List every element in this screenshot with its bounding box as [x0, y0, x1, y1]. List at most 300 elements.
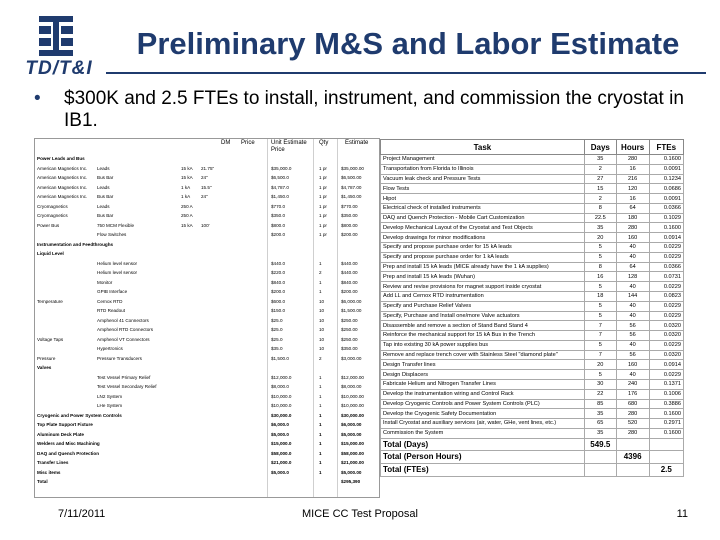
ms-cell: $200.0 — [271, 232, 286, 237]
labor-table-header — [381, 140, 684, 155]
ms-cell: Monitor — [97, 279, 113, 285]
ftes-cell: 0.0320 — [649, 321, 683, 331]
days-cell: 20 — [584, 233, 616, 243]
ms-table-row — [35, 364, 379, 372]
ms-cell: $220.0 — [271, 270, 286, 275]
ms-table-row — [35, 288, 379, 296]
ms-cell: $8,000.0 — [271, 384, 289, 389]
task-cell: Commission the System — [381, 428, 585, 438]
ms-cell: 1 — [319, 422, 322, 427]
labor-table-row — [381, 184, 684, 194]
ms-table-row — [35, 336, 379, 344]
grid-line — [313, 139, 314, 497]
ms-cell: Cernox RTD — [97, 298, 123, 304]
ms-cell: GPIB Interface — [97, 289, 128, 294]
task-cell: Design Displacers — [381, 370, 585, 380]
ms-cell: 21.75" — [201, 165, 215, 171]
hours-cell: 280 — [616, 409, 649, 419]
ftes-cell: 0.0366 — [649, 203, 683, 213]
ms-cell: Amphenol 41 Connectors — [97, 317, 149, 323]
ms-cell: 1 kA — [181, 184, 191, 190]
days-cell: 18 — [584, 291, 616, 301]
total-ftes-value: 2.5 — [649, 464, 683, 477]
header-unit-estimate: Unit Estimate — [271, 140, 307, 146]
task-cell: Design Transfer lines — [381, 360, 585, 370]
ms-table-row — [35, 412, 379, 420]
labor-table-row — [381, 340, 684, 350]
hours-cell: 520 — [616, 419, 649, 429]
ms-cell: 750 MCM Flexible — [97, 222, 135, 228]
ms-cell: $25.0 — [271, 327, 283, 332]
hours-cell: 280 — [616, 428, 649, 438]
days-cell: 20 — [584, 360, 616, 370]
ms-table-row — [35, 421, 379, 429]
ftes-cell: 0.0914 — [649, 233, 683, 243]
ms-cell: LHe System — [97, 403, 123, 408]
ms-cell: 250 A — [181, 213, 193, 218]
ms-cell: $200.0 — [271, 289, 286, 294]
task-cell: Flow Tests — [381, 184, 585, 194]
days-cell: 35 — [584, 428, 616, 438]
header-dm: DM — [221, 140, 231, 146]
task-cell: Hipot — [381, 194, 585, 204]
days-cell: 5 — [584, 243, 616, 253]
ms-cell: $5,000.00 — [341, 431, 362, 437]
ms-table-row — [35, 279, 379, 287]
ms-cell: 10 — [319, 317, 325, 323]
header-price: Price — [241, 140, 255, 146]
labor-table-row — [381, 223, 684, 233]
ms-table-row — [35, 269, 379, 277]
ms-cell: 10 — [319, 346, 325, 351]
ms-table-row — [35, 231, 379, 239]
ms-cell: $440.00 — [341, 270, 358, 275]
days-cell: 2 — [584, 194, 616, 204]
ms-cell: Helium level sensor — [97, 260, 138, 266]
header-estimate: Estimate — [345, 140, 369, 146]
ftes-cell: 0.1600 — [649, 409, 683, 419]
task-cell: Tap into existing 30 kA power supplies bus — [381, 340, 585, 350]
ms-cell: $350.00 — [341, 346, 358, 351]
ms-table-row — [35, 155, 379, 163]
ms-cell: 2 — [319, 270, 322, 275]
days-cell: 22 — [584, 389, 616, 399]
labor-table-row — [381, 262, 684, 272]
ms-table-header — [35, 139, 379, 155]
ms-cell: Pressure Transducers — [97, 355, 142, 361]
ms-cell: Helium level sensor — [97, 270, 138, 275]
ms-table-row — [35, 326, 379, 334]
ms-cell: 1 pr — [319, 194, 327, 199]
days-cell: 2 — [584, 164, 616, 174]
total-hours-label: Total (Person Hours) — [381, 451, 585, 464]
task-cell: Specify and propose purchase order for 1 kA leads — [381, 252, 585, 262]
ms-cell: $840.00 — [341, 279, 358, 285]
hours-cell: 280 — [616, 223, 649, 233]
ms-cell: Temperature — [37, 298, 63, 304]
days-cell: 7 — [584, 331, 616, 341]
ms-cell: $25.0 — [271, 317, 283, 323]
hours-cell: 64 — [616, 262, 649, 272]
ms-table-row — [35, 193, 379, 201]
hours-cell: 120 — [616, 184, 649, 194]
ms-cell: $770.00 — [341, 203, 358, 209]
ms-table-row — [35, 402, 379, 410]
ms-cell: $15,000.00 — [341, 441, 364, 446]
hours-cell: 180 — [616, 213, 649, 223]
labor-table-row — [381, 243, 684, 253]
hours-cell: 216 — [616, 174, 649, 184]
ms-table-row — [35, 459, 379, 467]
days-cell: 5 — [584, 301, 616, 311]
ms-cell: $4,787.0 — [271, 184, 289, 190]
hours-cell: 40 — [616, 301, 649, 311]
total-ftes-label: Total (FTEs) — [381, 464, 585, 477]
empty-cell — [616, 438, 649, 451]
header-ftes: FTEs — [649, 140, 683, 155]
ms-cell: $1,500.0 — [271, 355, 289, 361]
days-cell: 5 — [584, 252, 616, 262]
ms-cell: $12,000.0 — [271, 374, 292, 380]
labor-table-body — [381, 155, 684, 439]
task-cell: Prep and install 15 kA leads (Wuhan) — [381, 272, 585, 282]
total-days-label: Total (Days) — [381, 438, 585, 451]
total-hours-row — [381, 451, 684, 464]
ms-cell: $200.00 — [341, 289, 358, 294]
ms-cell: $440.00 — [341, 260, 358, 266]
task-cell: Disassemble and remove a section of Stand Band Stand 4 — [381, 321, 585, 331]
labor-table-row — [381, 331, 684, 341]
ms-table-row — [35, 450, 379, 458]
ms-cell: $10,000.00 — [341, 393, 364, 399]
logo-text: TD/T&I — [25, 58, 93, 79]
task-cell: Install Cryostat and auxiliary services (air, water, GHe, vent lines, etc.) — [381, 419, 585, 429]
ftes-cell: 0.0823 — [649, 291, 683, 301]
ftes-cell: 0.1600 — [649, 428, 683, 438]
ms-cell: $250.00 — [341, 327, 358, 332]
ms-table-row — [35, 250, 379, 258]
ms-cell: Amphenol VT Connectors — [97, 336, 150, 342]
task-cell: Develop the instrumentation wiring and Control Rack — [381, 389, 585, 399]
days-cell: 5 — [584, 311, 616, 321]
labor-table-row — [381, 301, 684, 311]
labor-table-row — [381, 213, 684, 223]
ms-cell: Leads — [97, 203, 110, 209]
ms-cell: Pressure — [37, 355, 56, 361]
ms-cell: Test Vessel Secondary Relief — [97, 384, 157, 389]
ms-cell: $350.00 — [341, 213, 358, 218]
days-cell: 22.5 — [584, 213, 616, 223]
total-ftes-row — [381, 464, 684, 477]
ftes-cell: 0.1600 — [649, 155, 683, 165]
ms-cell: 2 — [319, 355, 322, 361]
ms-cell: 100' — [201, 222, 210, 228]
ms-cell: 15 kA — [181, 222, 193, 228]
ftes-cell: 0.0229 — [649, 340, 683, 350]
ms-cell: 1 pr — [319, 232, 327, 237]
days-cell: 7 — [584, 350, 616, 360]
labor-table-row — [381, 379, 684, 389]
ms-cell: $770.0 — [271, 203, 286, 209]
ms-cell: $3,000.00 — [341, 355, 362, 361]
hours-cell: 56 — [616, 331, 649, 341]
ms-cell: Valves — [37, 365, 52, 370]
ftes-cell: 0.1234 — [649, 174, 683, 184]
empty-cell — [649, 438, 683, 451]
hours-cell: 56 — [616, 321, 649, 331]
ms-cell: Cryomagnetics — [37, 203, 68, 209]
task-cell: Project Management — [381, 155, 585, 165]
ms-cell: Aluminum Deck Plate — [37, 431, 84, 437]
ms-cell: Cryogenic and Power System Controls — [37, 412, 122, 418]
ms-table-row — [35, 478, 379, 486]
hours-cell: 144 — [616, 291, 649, 301]
ms-cell: $15,000.0 — [271, 441, 292, 446]
ftes-cell: 0.0229 — [649, 301, 683, 311]
ms-table-row — [35, 374, 379, 382]
ms-cell: $25.0 — [271, 336, 283, 342]
ms-cell: $600.0 — [271, 298, 286, 304]
ms-cell: $5,000.00 — [341, 469, 362, 475]
ms-cell: 1 — [319, 460, 322, 465]
grid-line — [337, 139, 338, 497]
hours-cell: 16 — [616, 164, 649, 174]
ftes-cell: 0.0091 — [649, 194, 683, 204]
ftes-cell: 0.0366 — [649, 262, 683, 272]
labor-table-row — [381, 155, 684, 165]
empty-cell — [616, 464, 649, 477]
ms-cell: $250.00 — [341, 317, 358, 323]
title-divider — [106, 72, 706, 74]
ms-cell: $350.0 — [271, 213, 286, 218]
ms-cell: $5,000.0 — [271, 469, 289, 475]
ms-cell: $1,500.00 — [341, 308, 362, 313]
ftes-cell: 0.1600 — [649, 223, 683, 233]
ms-cell: $10,000.0 — [271, 403, 292, 408]
ftes-cell: 0.0320 — [649, 350, 683, 360]
header-qty: Qty — [319, 140, 329, 146]
days-cell: 35 — [584, 155, 616, 165]
ms-cell: American Magnetics Inc. — [37, 184, 88, 190]
ftes-cell: 0.0091 — [649, 164, 683, 174]
ftes-cell: 0.0229 — [649, 370, 683, 380]
hours-cell: 40 — [616, 340, 649, 350]
ms-table-row — [35, 174, 379, 182]
ms-cell: 1 kA — [181, 194, 191, 199]
ms-cell: Leads — [97, 184, 110, 190]
task-cell: DAQ and Quench Protection - Mobile Cart Customization — [381, 213, 585, 223]
ms-cell: Hypertronics — [97, 346, 123, 351]
hours-cell: 40 — [616, 252, 649, 262]
labor-table-row — [381, 399, 684, 409]
task-cell: Specify and propose purchase order for 15 kA leads — [381, 243, 585, 253]
logo — [14, 14, 100, 84]
total-hours-value: 4396 — [616, 451, 649, 464]
hours-cell: 240 — [616, 379, 649, 389]
ftes-cell: 0.0914 — [649, 360, 683, 370]
ms-cell: 24" — [201, 194, 208, 199]
ms-cell: $150.0 — [271, 308, 286, 313]
ms-cell: 10 — [319, 327, 325, 332]
ms-cell: Top Plate Support Fixture — [37, 422, 93, 427]
ms-cell: 1 — [319, 450, 322, 456]
ms-cell: Bus Bar — [97, 213, 114, 218]
ms-cell: $1,450.0 — [271, 194, 289, 199]
labor-table-row — [381, 252, 684, 262]
ms-cell: $250.00 — [341, 336, 358, 342]
empty-cell — [649, 451, 683, 464]
ms-cell: 1 pr — [319, 184, 327, 190]
ms-table-row — [35, 298, 379, 306]
ms-cell: Transfer Lines — [37, 460, 69, 465]
ms-cell: $35,000.00 — [341, 165, 364, 171]
ms-cell: 15 kA — [181, 165, 193, 171]
ms-cell: $12,000.00 — [341, 374, 364, 380]
ms-cell: Cryomagnetics — [37, 213, 68, 218]
ms-cell: American Magnetics Inc. — [37, 165, 88, 171]
ms-cell: $58,000.00 — [341, 450, 364, 456]
ms-cell: 10 — [319, 336, 325, 342]
ms-cell: 1 pr — [319, 222, 327, 228]
ftes-cell: 0.3886 — [649, 399, 683, 409]
ms-cell: Voltage Taps — [37, 336, 64, 342]
days-cell: 7 — [584, 321, 616, 331]
task-cell: Review and revise provisions for magnet support inside cryostat — [381, 282, 585, 292]
ms-cell: 1 — [319, 374, 322, 380]
days-cell: 15 — [584, 184, 616, 194]
ms-cell: 250 A — [181, 203, 193, 209]
labor-table-row — [381, 409, 684, 419]
days-cell: 65 — [584, 419, 616, 429]
page-number: 11 — [676, 508, 688, 520]
fermilab-logo-icon — [36, 14, 76, 58]
grid-line — [267, 139, 268, 497]
ms-table-row — [35, 212, 379, 220]
ms-cell: Flow Switches — [97, 232, 127, 237]
ms-cell: $4,787.00 — [341, 184, 362, 190]
ms-cell: 1 — [319, 403, 322, 408]
footer-date: 7/11/2011 — [58, 508, 106, 520]
ms-cell: Bus Bar — [97, 194, 114, 199]
ms-table-row — [35, 260, 379, 268]
bullet-icon: • — [34, 88, 41, 109]
labor-table-row — [381, 194, 684, 204]
ms-cell: $6,000.00 — [341, 298, 362, 304]
hours-cell: 56 — [616, 350, 649, 360]
ftes-cell: 0.1029 — [649, 213, 683, 223]
ms-cell: 1 — [319, 441, 322, 446]
ms-cell: Amphenol RTD Connectors — [97, 327, 154, 332]
ftes-cell: 0.0229 — [649, 311, 683, 321]
task-cell: Add LL and Cernox RTD instrumentation — [381, 291, 585, 301]
labor-table-row — [381, 389, 684, 399]
ms-cell: $295,390 — [341, 479, 361, 484]
days-cell: 35 — [584, 223, 616, 233]
ms-cell: $21,000.00 — [341, 460, 364, 465]
days-cell: 5 — [584, 282, 616, 292]
labor-table-row — [381, 203, 684, 213]
labor-table-row — [381, 350, 684, 360]
ms-cell: 1 — [319, 279, 322, 285]
ms-cell: 1 — [319, 260, 322, 266]
labor-table-row — [381, 370, 684, 380]
ms-cell: $840.0 — [271, 279, 286, 285]
ms-cell: $1,450.00 — [341, 194, 362, 199]
labor-table-row — [381, 428, 684, 438]
task-cell: Develop Mechanical Layout of the Cryostat and Test Objects — [381, 223, 585, 233]
ms-cell: $6,000.00 — [341, 422, 362, 427]
ms-cell: American Magnetics Inc. — [37, 175, 88, 180]
ms-cell: $35.0 — [271, 346, 283, 351]
task-cell: Develop Cryogenic Controls and Power System Controls (PLC) — [381, 399, 585, 409]
hours-cell: 160 — [616, 360, 649, 370]
ms-cell: $21,000.0 — [271, 460, 292, 465]
days-cell: 5 — [584, 340, 616, 350]
ms-cell: 1 — [319, 412, 322, 418]
ms-cell: $800.00 — [341, 222, 358, 228]
labor-table-row — [381, 233, 684, 243]
ms-table-row — [35, 317, 379, 325]
ms-cell: LN2 System — [97, 393, 123, 399]
ms-cell: $200.00 — [341, 232, 358, 237]
days-cell: 8 — [584, 203, 616, 213]
ms-table-row — [35, 203, 379, 211]
ms-table-row — [35, 393, 379, 401]
task-cell: Specify, Purchase and Install one/more Valve actuators — [381, 311, 585, 321]
ms-cell: Power Bus — [37, 222, 60, 228]
ms-cell: $6,500.0 — [271, 175, 289, 180]
hours-cell: 160 — [616, 233, 649, 243]
ftes-cell: 0.2971 — [649, 419, 683, 429]
task-cell: Reinforce the mechanical support for 15 kA Bus in the Trench — [381, 331, 585, 341]
labor-estimate-table — [380, 139, 684, 477]
hours-cell: 16 — [616, 194, 649, 204]
ms-cell: $10,000.00 — [341, 403, 364, 408]
task-cell: Vacuum leak check and Pressure Tests — [381, 174, 585, 184]
hours-cell: 40 — [616, 311, 649, 321]
ms-table-row — [35, 307, 379, 315]
ftes-cell: 0.0320 — [649, 331, 683, 341]
hours-cell: 280 — [616, 155, 649, 165]
ms-table-row — [35, 431, 379, 439]
labor-table-row — [381, 164, 684, 174]
ms-cell: 15.5" — [201, 184, 212, 190]
task-cell: Fabricate Helium and Nitrogen Transfer Lines — [381, 379, 585, 389]
ms-cell: Instrumentation and Feedthroughs — [37, 241, 114, 247]
ms-cell: Misc items — [37, 469, 61, 475]
bullet-text: $300K and 2.5 FTEs to install, instrument, and commission the cryostat in IB1. — [64, 88, 684, 131]
ms-cell: $8,000.00 — [341, 384, 362, 389]
ftes-cell: 0.1006 — [649, 389, 683, 399]
header-unit-price: Price — [271, 147, 285, 153]
ms-cell: 1 — [319, 393, 322, 399]
ms-cell: 24" — [201, 175, 208, 180]
ms-cell: DAQ and Quench Protection — [37, 450, 100, 456]
total-days-value: 549.5 — [584, 438, 616, 451]
days-cell: 5 — [584, 370, 616, 380]
ms-table-row — [35, 469, 379, 477]
ms-cell: Total — [37, 479, 48, 484]
ms-cell: 1 — [319, 431, 322, 437]
days-cell: 27 — [584, 174, 616, 184]
ms-cell: $6,500.00 — [341, 175, 362, 180]
hours-cell: 128 — [616, 272, 649, 282]
hours-cell: 40 — [616, 282, 649, 292]
hours-cell: 176 — [616, 389, 649, 399]
footer-title: MICE CC Test Proposal — [302, 508, 418, 520]
ms-table-row — [35, 440, 379, 448]
task-cell: Develop the Cryogenic Safety Documentation — [381, 409, 585, 419]
